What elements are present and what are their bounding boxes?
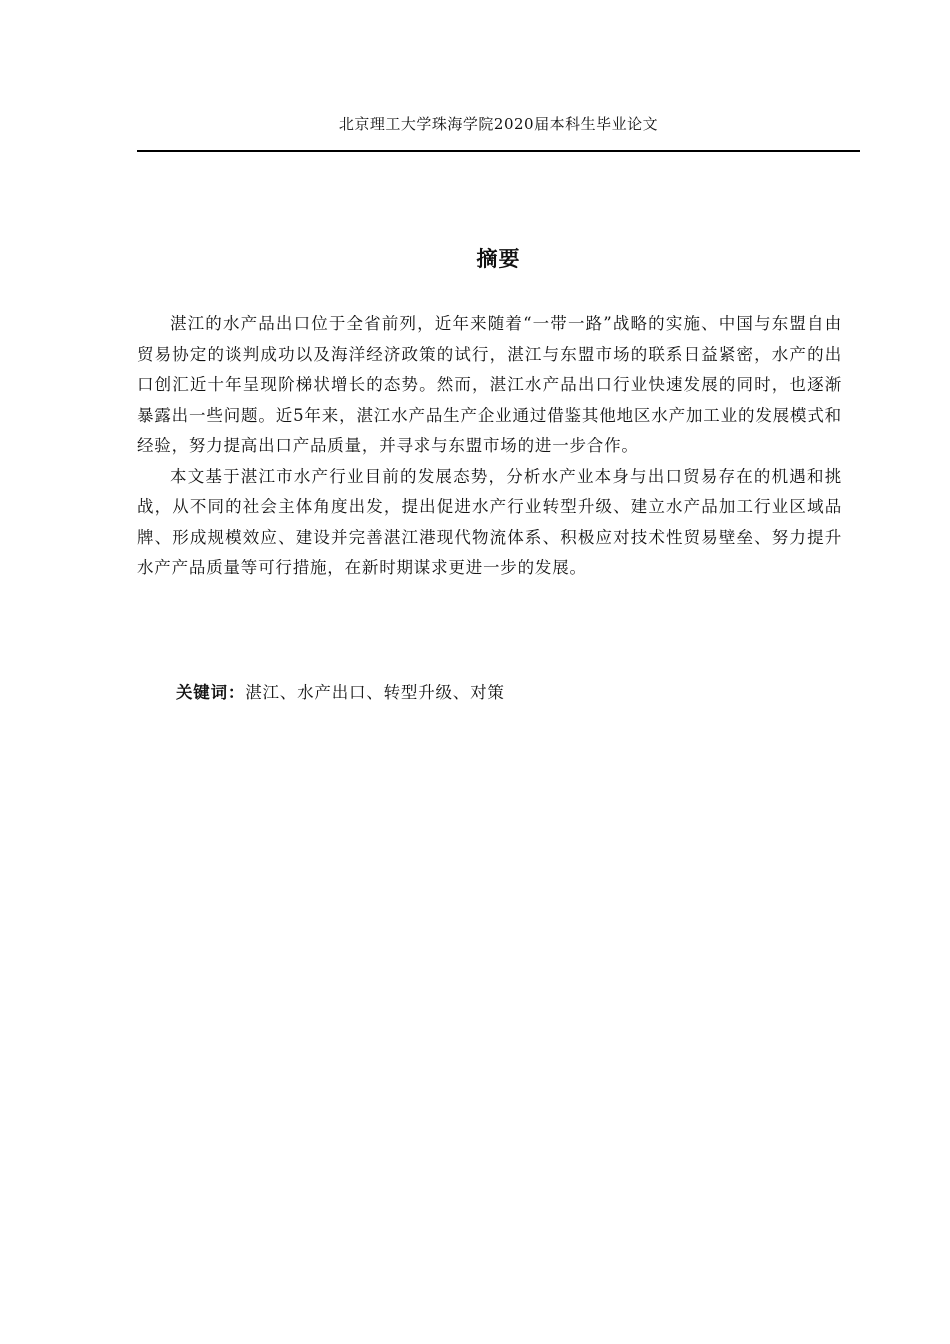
abstract-title: 摘要 (476, 246, 521, 271)
abstract-body (137, 309, 842, 584)
abstract-paragraph-1: 湛江的水产品出口位于全省前列，近年来随着“一带一路”战略的实施、中国与东盟自由贸易协定的谈判成功以及海洋经济政策的试行，湛江与东盟市场的联系日益紧密，水产的出口创汇近十年呈现阶梯状增长的态势。然而，湛江水产品出口行业快速发展的同时，也逐渐暴露出一些问题。近5年来，湛江水产品生产企业通过借鉴其他地区水产加工业的发展模式和经验，努力提高出口产品质量，并寻求与东盟市场的进一步合作。 (137, 314, 842, 455)
abstract-paragraph-2: 本文基于湛江市水产行业目前的发展态势，分析水产业本身与出口贸易存在的机遇和挑战，从不同的社会主体角度出发，提出促进水产行业转型升级、建立水产品加工行业区域品牌、形成规模效应、建设并完善湛江港现代物流体系、积极应对技术性贸易壁垒、努力提升水产产品质量等可行措施，在新时期谋求更进一步的发展。 (137, 466, 842, 577)
running-header: 北京理工大学珠海学院2020届本科生毕业论文 (338, 115, 659, 133)
keywords-value: 湛江、水产出口、转型升级、对策 (245, 683, 505, 702)
keywords-label: 关键词： (176, 683, 246, 702)
header-divider (137, 150, 860, 152)
keywords-line (176, 678, 505, 708)
